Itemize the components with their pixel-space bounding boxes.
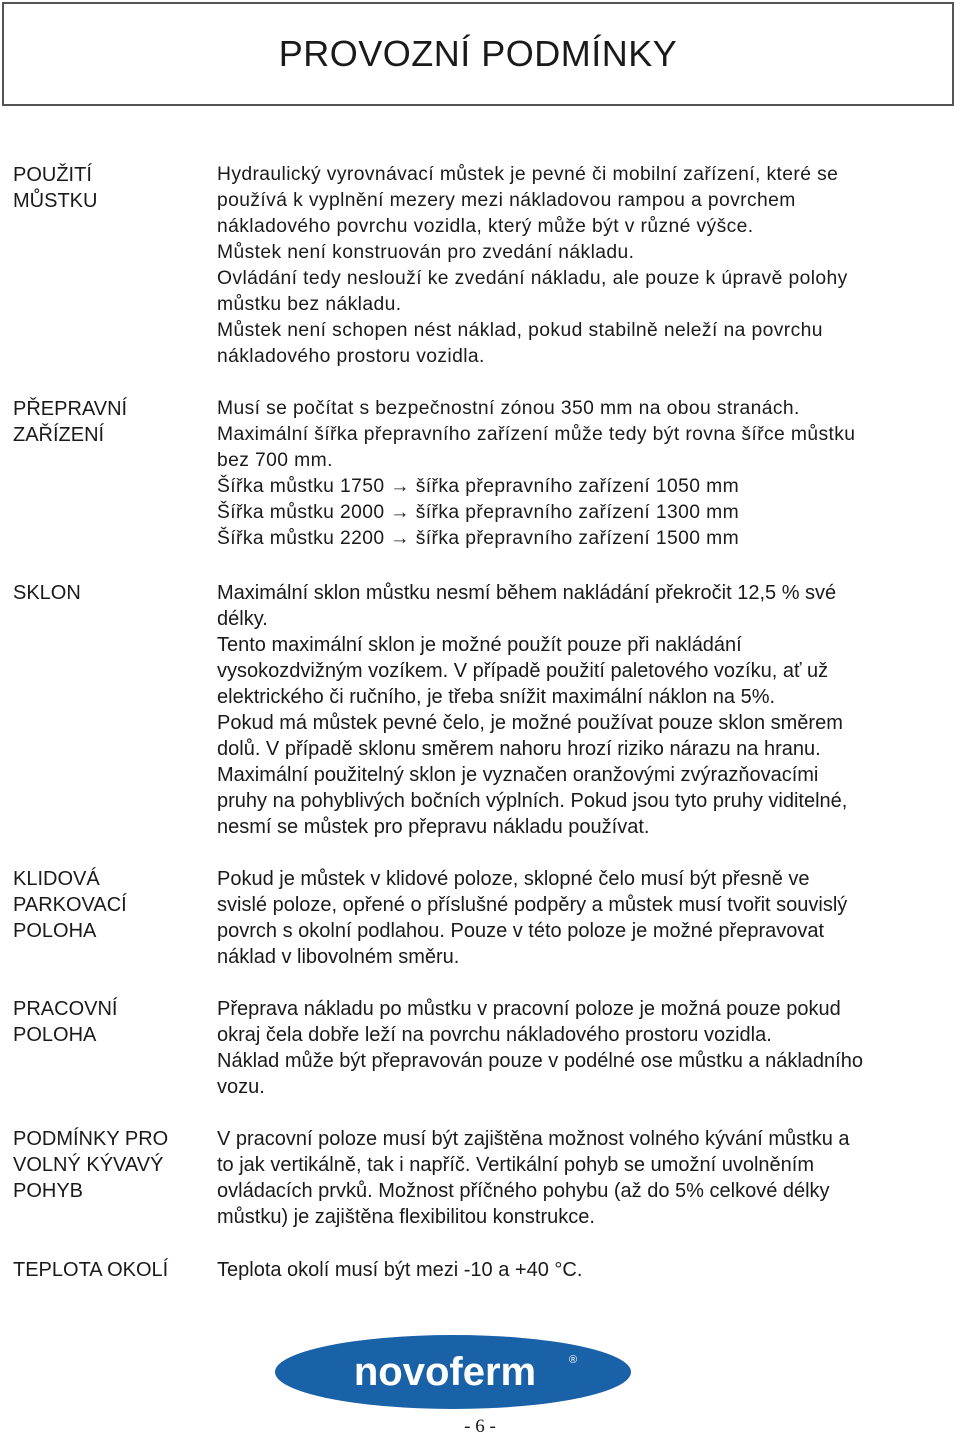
section-label: TEPLOTA OKOLÍ xyxy=(13,1259,169,1281)
section-text xyxy=(217,396,947,552)
text-line: V pracovní poloze musí být zajištěna možnost volného kývání můstku a xyxy=(217,1128,850,1150)
text-line: Pokud je můstek v klidové poloze, sklopné čelo musí být přesně ve xyxy=(217,868,810,890)
section-text xyxy=(217,1257,947,1283)
text-line: Teplota okolí musí být mezi -10 a +40 °C. xyxy=(217,1259,583,1281)
text-line: okraj čela dobře leží na povrchu nákladového prostoru vozidla. xyxy=(217,1024,772,1046)
text-line: Přeprava nákladu po můstku v pracovní poloze je možná pouze pokud xyxy=(217,998,841,1020)
section-text xyxy=(217,580,947,840)
text-line: Šířka můstku 1750 → šířka přepravního zařízení 1050 mm xyxy=(217,476,740,497)
text-line: to jak vertikálně, tak i napříč. Vertikální pohyb se umožní uvolněním xyxy=(217,1154,814,1176)
text-line: můstku) je zajištěna flexibilitou konstrukce. xyxy=(217,1206,595,1228)
section-label: PODMÍNKY PRO VOLNÝ KÝVAVÝ POHYB xyxy=(13,1128,169,1202)
text-line: vysokozdvižným vozíkem. V případě použití paletového vozíku, ať už xyxy=(217,660,829,682)
text-line: ovládacích prvků. Možnost příčného pohybu (až do 5% celkové délky xyxy=(217,1180,830,1202)
text-line: Tento maximální sklon je možné použít pouze při nakládání xyxy=(217,634,742,656)
section-label: KLIDOVÁ PARKOVACÍ POLOHA xyxy=(13,868,127,942)
text-line: elektrického či ručního, je třeba snížit maximální náklon na 5%. xyxy=(217,686,776,708)
section-label: SKLON xyxy=(13,582,81,604)
text-line: délky. xyxy=(217,608,268,630)
text-line: Maximální šířka přepravního zařízení může tedy být rovna šířce můstku xyxy=(217,424,856,445)
novoferm-logo xyxy=(273,1333,633,1411)
text-line: nesmí se můstek pro přepravu nákladu používat. xyxy=(217,816,650,838)
page-title: PROVOZNÍ PODMÍNKY xyxy=(278,33,678,74)
title-box xyxy=(2,2,954,106)
text-line: Šířka můstku 2200 → šířka přepravního zařízení 1500 mm xyxy=(217,528,740,549)
page-number: - 6 - xyxy=(464,1416,496,1437)
text-line: Ovládání tedy neslouží ke zvedání nákladu, ale pouze k úpravě polohy xyxy=(217,268,848,289)
logo-registered-mark: ® xyxy=(569,1354,578,1366)
text-line: vozu. xyxy=(217,1076,265,1098)
text-line: Náklad může být přepravován pouze v podélné ose můstku a nákladního xyxy=(217,1050,863,1072)
text-line: Hydraulický vyrovnávací můstek je pevné či mobilní zařízení, které se xyxy=(217,164,839,185)
section-text xyxy=(217,1126,947,1230)
text-line: Pokud má můstek pevné čelo, je možné používat pouze sklon směrem xyxy=(217,712,843,734)
text-line: pruhy na pohyblivých bočních výplních. Pokud jsou tyto pruhy viditelné, xyxy=(217,790,848,812)
section-text xyxy=(217,866,947,970)
text-line: povrch s okolní podlahou. Pouze v této poloze je možné přepravovat xyxy=(217,920,825,942)
text-line: Maximální použitelný sklon je vyznačen oranžovými zvýrazňovacími xyxy=(217,764,819,786)
section-text xyxy=(217,162,947,370)
section-label: PŘEPRAVNÍ ZAŘÍZENÍ xyxy=(13,398,128,446)
text-line: Musí se počítat s bezpečnostní zónou 350 mm na obou stranách. xyxy=(217,398,800,419)
text-line: nákladového povrchu vozidla, který může být v různé výšce. xyxy=(217,216,754,237)
text-line: můstku bez nákladu. xyxy=(217,294,402,315)
section-label: PRACOVNÍ POLOHA xyxy=(13,998,118,1046)
text-line: dolů. V případě sklonu směrem nahoru hrozí riziko nárazu na hranu. xyxy=(217,738,821,760)
text-line: Šířka můstku 2000 → šířka přepravního zařízení 1300 mm xyxy=(217,502,740,523)
text-line: bez 700 mm. xyxy=(217,450,333,471)
section-text xyxy=(217,996,947,1100)
logo-wordmark: novoferm xyxy=(353,1350,537,1394)
text-line: Můstek není konstruován pro zvedání nákladu. xyxy=(217,242,635,263)
text-line: svislé poloze, opřené o příslušné podpěry a můstek musí tvořit souvislý xyxy=(217,894,848,916)
text-line: Maximální sklon můstku nesmí během nakládání překročit 12,5 % své xyxy=(217,582,837,604)
text-line: Můstek není schopen nést náklad, pokud stabilně neleží na povrchu xyxy=(217,320,823,341)
text-line: nákladového prostoru vozidla. xyxy=(217,346,485,367)
section-label: POUŽITÍ MŮSTKU xyxy=(13,164,98,212)
text-line: používá k vyplnění mezery mezi nákladovou rampou a povrchem xyxy=(217,190,796,211)
text-line: náklad v libovolném směru. xyxy=(217,946,460,968)
